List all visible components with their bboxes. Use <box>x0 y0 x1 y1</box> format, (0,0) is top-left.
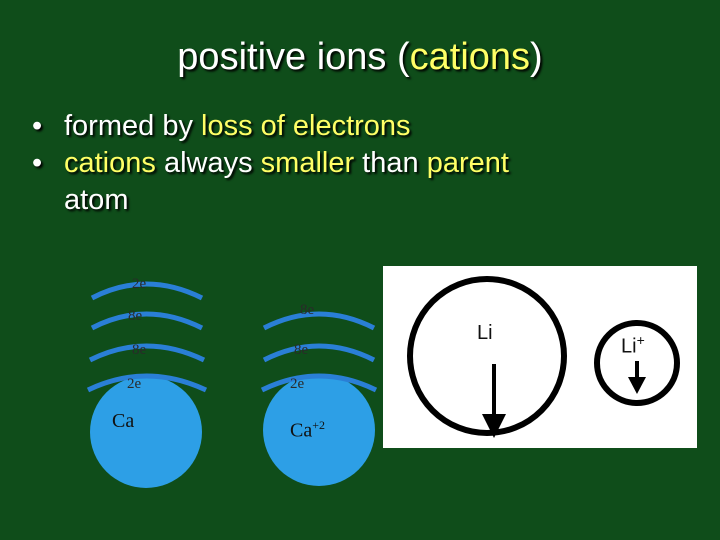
bullet-1-highlight: loss of electrons <box>201 110 411 142</box>
bullet-2-text-2: than <box>354 147 427 179</box>
calcium-atom-diagram <box>80 276 220 490</box>
bullet-2-highlight-3: parent <box>426 147 509 179</box>
lithium-ion-symbol: Li <box>621 335 637 358</box>
ion-shell-label-3: 2e <box>290 376 305 392</box>
ion-shell-arc-1 <box>264 314 374 328</box>
lithium-atom-circle <box>410 279 564 433</box>
bullet-2-highlight-1: cations <box>64 147 156 179</box>
lithium-comparison-panel <box>383 266 697 448</box>
lithium-atom-label: Li <box>477 322 493 344</box>
ca-shell-label-3: 8e <box>132 342 147 358</box>
bullet-list <box>32 108 682 219</box>
title-highlight: cations <box>409 36 531 78</box>
bullet-2-highlight-2: smaller <box>260 147 355 179</box>
bullet-2-text-1: always <box>155 147 261 179</box>
bullet-1-text: formed by <box>64 110 201 142</box>
calcium-nucleus <box>90 376 202 488</box>
shell-arc-2 <box>92 314 202 328</box>
bullet-2-text-3: atom <box>64 184 129 216</box>
title-part1: positive ions ( <box>177 36 410 78</box>
bullet-item-2 <box>32 145 682 219</box>
lithium-diagram <box>383 266 697 448</box>
ca-shell-label-1: 2e <box>132 276 147 292</box>
bullet-dot: • <box>32 147 43 179</box>
ca-ion-charge: +2 <box>312 418 325 432</box>
calcium-ion-diagram <box>256 298 386 490</box>
ca-atom-label: Ca <box>112 410 135 432</box>
bullet-dot: • <box>32 110 43 142</box>
bullet-item-1 <box>32 108 682 145</box>
ca-shell-label-2: 8e <box>128 308 143 324</box>
lithium-ion-label <box>621 332 645 359</box>
shell-arc-1 <box>92 284 202 298</box>
ion-shell-label-2: 8e <box>294 342 309 358</box>
ion-shell-label-1: 8e <box>300 302 315 318</box>
ca-ion-label <box>290 418 325 443</box>
shell-arc-3 <box>90 346 204 360</box>
ca-ion-symbol: Ca <box>290 419 313 442</box>
ion-shell-arc-2 <box>264 346 374 360</box>
ca-shell-label-4: 2e <box>127 376 142 392</box>
lithium-ion-arrow-head <box>628 377 646 394</box>
lithium-ion-charge: + <box>636 332 645 348</box>
slide-title <box>0 36 720 79</box>
title-part2: ) <box>530 36 543 78</box>
